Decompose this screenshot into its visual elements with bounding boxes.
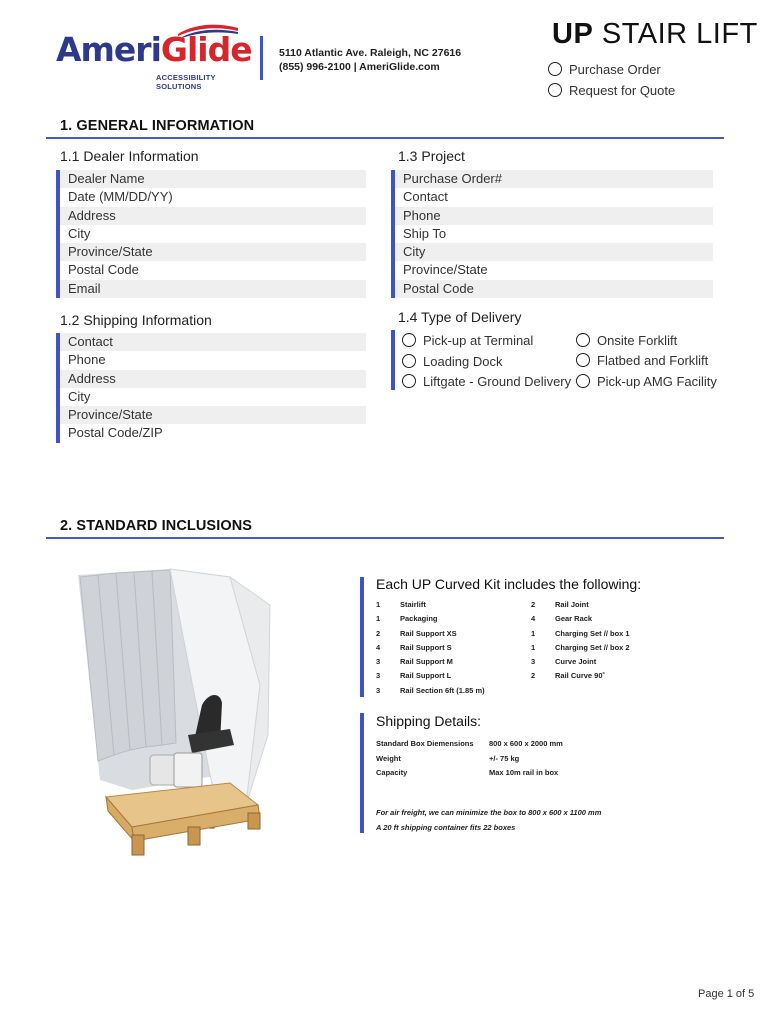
city-field[interactable]: City [395, 243, 713, 261]
radio-icon[interactable] [576, 353, 590, 367]
table-row: 3 Rail Support L 2 Rail Curve 90˚ [376, 671, 606, 681]
delivery-liftgate[interactable]: Liftgate - Ground Delivery [402, 374, 571, 389]
address-field[interactable]: Address [60, 370, 366, 388]
purchase-order-number-field[interactable]: Purchase Order# [395, 170, 713, 188]
phone-field[interactable]: Phone [395, 207, 713, 225]
radio-icon[interactable] [402, 374, 416, 388]
postal-code-field[interactable]: Postal Code [68, 262, 139, 278]
page-number: Page 1 of 5 [698, 988, 755, 1000]
table-row: 3 Rail Section 6ft (1.85 m) [376, 685, 485, 695]
province-state-field[interactable]: Province/State [403, 262, 488, 278]
radio-icon[interactable] [402, 354, 416, 368]
logo-tagline: ACCESSIBILITY SOLUTIONS [156, 73, 216, 91]
postal-code-field[interactable]: Postal Code [395, 280, 713, 298]
address-field[interactable]: Address [60, 207, 366, 225]
postal-code-zip-field[interactable]: Postal Code/ZIP [68, 425, 163, 441]
shipping-weight-row: Weight +/- 75 kg [376, 754, 520, 763]
table-row: 1 Stairlift 2 Rail Joint [376, 600, 589, 609]
air-freight-note: For air freight, we can minimize the box to 800 x 600 x 1100 mm [376, 808, 602, 817]
dealer-info-form [56, 170, 366, 298]
radio-icon[interactable] [548, 62, 562, 76]
ameriglide-logo [56, 22, 256, 91]
radio-icon[interactable] [402, 333, 416, 347]
delivery-flatbed-forklift[interactable]: Flatbed and Forklift [576, 353, 708, 368]
radio-icon[interactable] [576, 333, 590, 347]
province-state-field[interactable]: Province/State [60, 243, 366, 261]
purchase-order-option[interactable]: Purchase Order [548, 62, 661, 77]
delivery-loading-dock[interactable]: Loading Dock [402, 354, 503, 369]
email-field[interactable]: Email [60, 280, 366, 298]
phone-field[interactable]: Phone [68, 352, 106, 368]
section-1-rule [46, 137, 724, 139]
kit-bar [360, 577, 364, 697]
table-row: 2 Rail Support XS 1 Charging Set // box 1 [376, 628, 630, 638]
company-address: 5110 Atlantic Ave. Raleigh, NC 27616 (855) 996-2100 | AmeriGlide.com [279, 47, 462, 73]
shipping-info-heading: 1.2 Shipping Information [60, 312, 212, 328]
kit-items-table [376, 600, 676, 700]
radio-icon[interactable] [548, 83, 562, 97]
delivery-pickup-amg[interactable]: Pick-up AMG Facility [576, 374, 717, 389]
shipping-capacity-row: Capacity Max 10m rail in box [376, 768, 559, 777]
shipping-bar [360, 713, 364, 833]
province-state-field[interactable]: Province/State [60, 406, 366, 424]
dealer-info-heading: 1.1 Dealer Information [60, 148, 199, 164]
delivery-pickup-terminal[interactable]: Pick-up at Terminal [402, 333, 533, 348]
city-field[interactable]: City [68, 225, 91, 241]
section-1-title: 1. GENERAL INFORMATION [60, 118, 255, 134]
section-2-rule [46, 537, 724, 539]
ship-to-field[interactable]: Ship To [403, 225, 447, 241]
contact-field[interactable]: Contact [403, 189, 448, 205]
radio-icon[interactable] [576, 374, 590, 388]
delivery-type-heading: 1.4 Type of Delivery [398, 309, 522, 325]
stairlift-box-image [70, 565, 280, 865]
container-note: A 20 ft shipping container fits 22 boxes [376, 823, 516, 832]
dealer-name-field[interactable]: Dealer Name [60, 170, 366, 188]
request-quote-option[interactable]: Request for Quote [548, 83, 675, 98]
document-title: UP STAIR LIFT [552, 18, 758, 50]
header-divider [260, 36, 263, 80]
shipping-details-title: Shipping Details: [376, 713, 482, 729]
table-row: 4 Rail Support S 1 Charging Set // box 2 [376, 642, 630, 652]
date-field[interactable]: Date (MM/DD/YY) [68, 189, 173, 205]
delivery-onsite-forklift[interactable]: Onsite Forklift [576, 333, 677, 348]
shipping-dimensions-row: Standard Box Diemensions 800 x 600 x 2000 mm [376, 739, 563, 748]
project-heading: 1.3 Project [398, 148, 465, 164]
table-row: 3 Rail Support M 3 Curve Joint [376, 657, 597, 667]
table-row: 1 Packaging 4 Gear Rack [376, 614, 593, 624]
logo-wordmark: AmeriGlide [56, 30, 252, 69]
kit-title: Each UP Curved Kit includes the following: [376, 576, 642, 592]
section-2-title: 2. STANDARD INCLUSIONS [60, 518, 253, 534]
shipping-info-form [56, 333, 366, 443]
project-form [391, 170, 713, 298]
city-field[interactable]: City [68, 388, 91, 404]
contact-field[interactable]: Contact [60, 333, 366, 351]
delivery-type-bar [391, 330, 395, 390]
